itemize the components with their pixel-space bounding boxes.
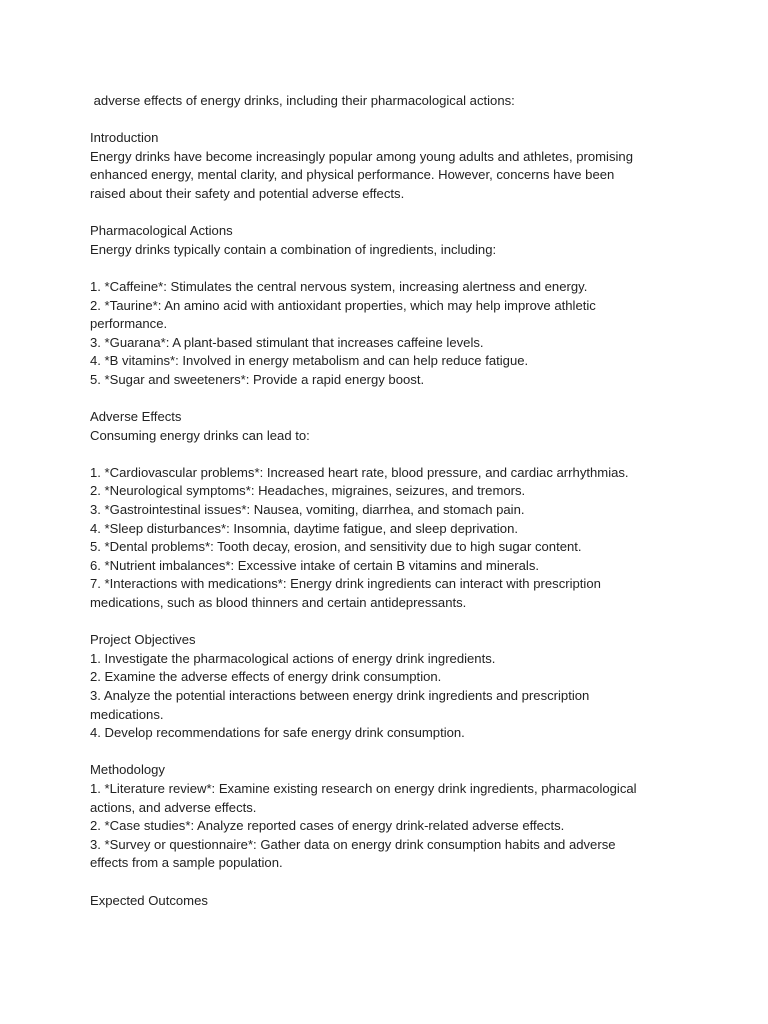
section-expected-outcomes — [90, 892, 690, 911]
section-heading: Expected Outcomes — [90, 892, 208, 908]
list-item: 3. *Survey or questionnaire*: Gather data on energy drink consumption habits and adverse — [90, 836, 616, 852]
list-item-continuation: medications, such as blood thinners and certain antidepressants. — [90, 595, 467, 611]
document-page — [90, 92, 690, 910]
section-heading: Adverse Effects — [90, 409, 182, 425]
list-item: 3. *Guarana*: A plant-based stimulant that increases caffeine levels. — [90, 334, 484, 350]
section-heading: Project Objectives — [90, 632, 196, 648]
paragraph-gap — [90, 873, 690, 892]
section-heading: Methodology — [90, 762, 165, 778]
paragraph-gap — [90, 743, 690, 762]
section-heading: Pharmacological Actions — [90, 223, 233, 239]
list-item: 1. *Caffeine*: Stimulates the central nervous system, increasing alertness and energy. — [90, 278, 588, 294]
list-item-continuation: performance. — [90, 316, 168, 332]
paragraph-gap — [90, 613, 690, 632]
list-item: 7. *Interactions with medications*: Energy drink ingredients can interact with prescription — [90, 576, 601, 592]
list-item: 4. *B vitamins*: Involved in energy metabolism and can help reduce fatigue. — [90, 353, 529, 369]
list-item-continuation: medications. — [90, 706, 164, 722]
paragraph-gap — [90, 445, 690, 464]
section-introduction — [90, 129, 690, 203]
list-item: 6. *Nutrient imbalances*: Excessive intake of certain B vitamins and minerals. — [90, 557, 540, 573]
list-item-continuation: effects from a sample population. — [90, 855, 283, 871]
list-item: 2. Examine the adverse effects of energy drink consumption. — [90, 669, 442, 685]
list-item: 1. Investigate the pharmacological actions of energy drink ingredients. — [90, 650, 496, 666]
body-line: Energy drinks have become increasingly popular among young adults and athletes, promising — [90, 148, 633, 164]
document-title: adverse effects of energy drinks, including their pharmacological actions: — [90, 93, 515, 108]
section-methodology — [90, 761, 690, 873]
body-line: enhanced energy, mental clarity, and physical performance. However, concerns have been — [90, 167, 615, 183]
section-pharmacological-actions — [90, 222, 690, 389]
list-item: 4. Develop recommendations for safe energy drink consumption. — [90, 725, 465, 741]
list-item: 2. *Taurine*: An amino acid with antioxidant properties, which may help improve athletic — [90, 297, 596, 313]
paragraph-gap — [90, 111, 690, 130]
section-intro: Energy drinks typically contain a combination of ingredients, including: — [90, 241, 497, 257]
paragraph-gap — [90, 390, 690, 409]
list-item: 3. *Gastrointestinal issues*: Nausea, vomiting, diarrhea, and stomach pain. — [90, 502, 525, 518]
list-item: 1. *Literature review*: Examine existing research on energy drink ingredients, pharmacological — [90, 780, 637, 796]
body-line: raised about their safety and potential adverse effects. — [90, 185, 405, 201]
list-item: 2. *Case studies*: Analyze reported cases of energy drink-related adverse effects. — [90, 818, 565, 834]
section-adverse-effects — [90, 408, 690, 613]
list-item: 4. *Sleep disturbances*: Insomnia, daytime fatigue, and sleep deprivation. — [90, 520, 518, 536]
list-item: 2. *Neurological symptoms*: Headaches, migraines, seizures, and tremors. — [90, 483, 526, 499]
list-item: 5. *Sugar and sweeteners*: Provide a rapid energy boost. — [90, 371, 425, 387]
list-item: 3. Analyze the potential interactions between energy drink ingredients and prescription — [90, 688, 590, 703]
section-intro: Consuming energy drinks can lead to: — [90, 427, 310, 443]
list-item-continuation: actions, and adverse effects. — [90, 799, 257, 815]
section-project-objectives — [90, 631, 690, 743]
paragraph-gap — [90, 204, 690, 223]
list-item: 1. *Cardiovascular problems*: Increased heart rate, blood pressure, and cardiac arrhythmias. — [90, 464, 629, 480]
list-item: 5. *Dental problems*: Tooth decay, erosion, and sensitivity due to high sugar content. — [90, 539, 582, 555]
section-heading: Introduction — [90, 130, 159, 146]
paragraph-gap — [90, 259, 690, 278]
